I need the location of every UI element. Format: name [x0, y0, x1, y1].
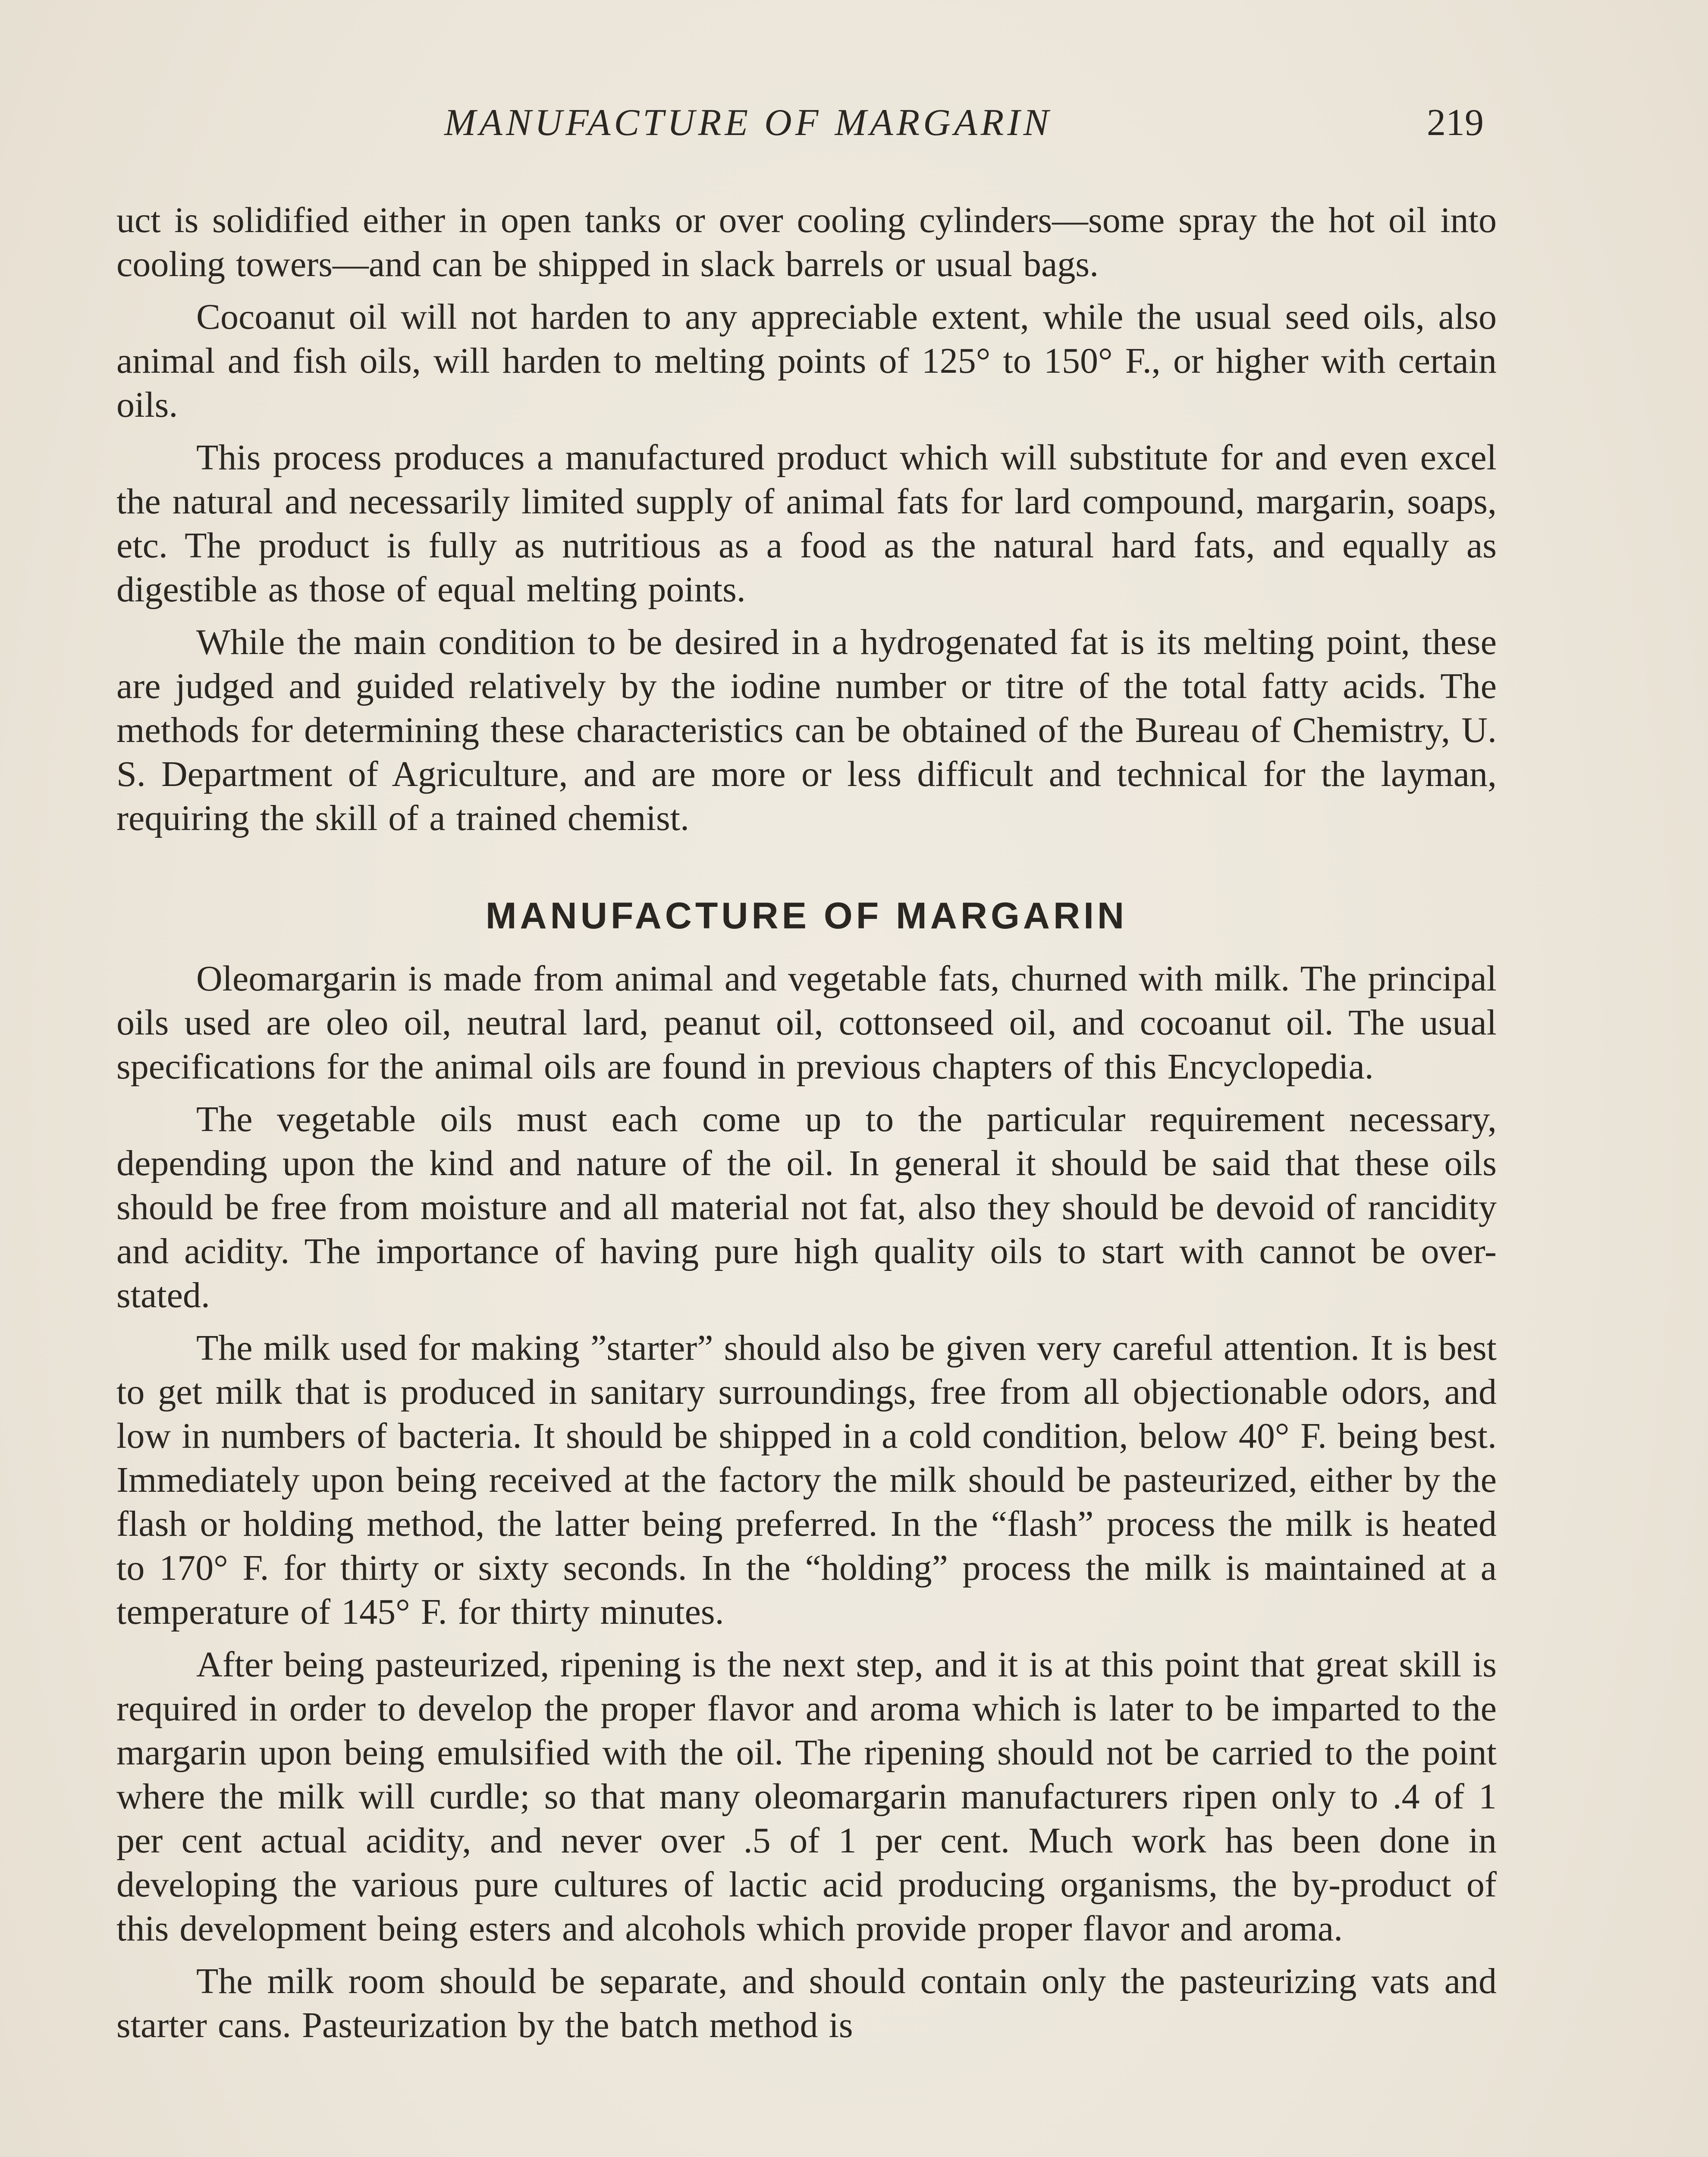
paragraph-continued: uct is solidified either in open tanks or over cooling cylinders—some spray the hot oil into cooling towers—and can be shipped in slack barrels or usual bags.: [116, 200, 1497, 284]
running-head: [116, 93, 1497, 153]
paragraph: After being pasteurized, ripening is the next step, and it is at this point that great skill is required in order to develop the proper flavor and aroma which is later to be imparted to the margarin upon being emulsified with the oil. The ripening should not be carried to the point where the milk will curdle; so that many oleomargarin manufacturers ripen only to .4 of 1 per cent actual acidity, and never over .5 of 1 per cent. Much work has been done in developing the various pure cultures of lactic acid producing organisms, the by-product of this development being esters and alcohols which provide proper flavor and aroma.: [116, 1644, 1497, 1949]
paragraph: This process produces a manufactured product which will substitute for and even excel the natural and necessarily limited supply of animal fats for lard compound, margarin, soaps, etc. The product is fully as nutritious as a food as the natural hard fats, and equally as digestible as those of equal melting points.: [116, 437, 1497, 610]
paragraph: Oleomargarin is made from animal and vegetable fats, churned with milk. The principal oils used are oleo oil, neutral lard, peanut oil, cottonseed oil, and cocoanut oil. The usual specifications for the animal oils are found in previous chapters of this Encyclopedia.: [116, 959, 1497, 1087]
section-heading: MANUFACTURE OF MARGARIN: [485, 895, 1128, 937]
paragraph: The milk room should be separate, and should contain only the pasteurizing vats and starter cans. Pasteurization by the batch method is: [116, 1961, 1497, 2045]
paragraph: The milk used for making ”starter” should also be given very careful attention. It is best to get milk that is produced in sanitary surroundings, free from all objectionable odors, and low in numbers of bacteria. It should be shipped in a cold condition, below 40° F. being best. Immediately upon being received at the factory the milk should be pasteurized, either by the flash or holding method, the latter being preferred. In the “flash” process the milk is heated to 170° F. for thirty or sixty seconds. In the “holding” process the milk is maintained at a temperature of 145° F. for thirty minutes.: [116, 1328, 1497, 1632]
paragraph: Cocoanut oil will not harden to any appreciable extent, while the usual seed oils, also animal and fish oils, will harden to melting points of 125° to 150° F., or higher with certain oils.: [116, 297, 1497, 425]
body-text: [116, 198, 1497, 2056]
paragraph: While the main condition to be desired in a hydrogenated fat is its melting point, these are judged and guided relatively by the iodine number or titre of the total fatty acids. The methods for determining these characteristics can be obtained of the Bureau of Chemistry, U. S. Department of Agriculture, and are more or less difficult and technical for the layman, requiring the skill of a trained chemist.: [116, 622, 1497, 838]
running-title: MANUFACTURE OF MARGARIN: [444, 102, 1052, 144]
paragraph: The vegetable oils must each come up to the particular requirement necessary, depending upon the kind and nature of the oil. In general it should be said that these oils should be free from moisture and all material not fat, also they should be devoid of rancidity and acidity. The importance of having pure high quality oils to start with cannot be over-stated.: [116, 1099, 1497, 1315]
page-number: 219: [1427, 102, 1484, 144]
